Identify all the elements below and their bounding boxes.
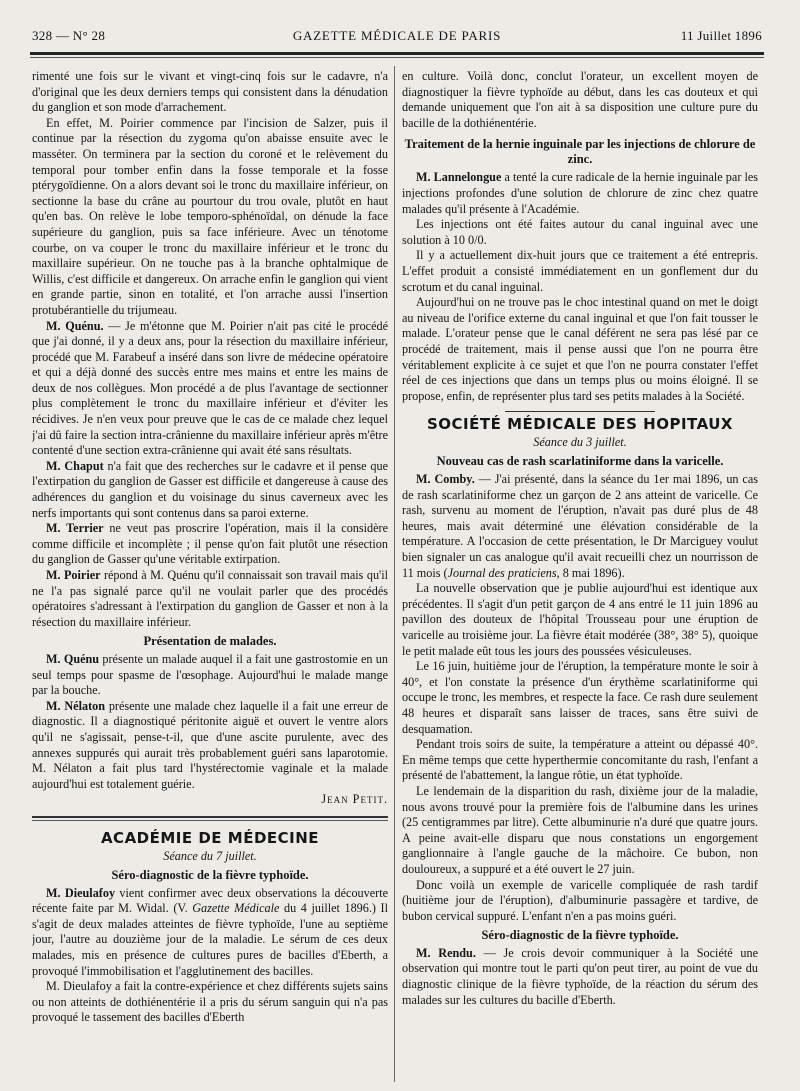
speaker-name: M. Quénu [46,651,100,666]
society-heading: SOCIÉTÉ MÉDICALE DES HOPITAUX [426,415,733,434]
paragraph: Le 16 juin, huitième jour de l'éruption, la température monte le soir à 40°, et l'on constate la présence d'un érythème scarlatiniforme qui occupe le tronc, les membres, et respecte la face. Ce rash dure seulement 48 heures et disparaît sans laisser de traces, sans être suivi de desquamation. [402,659,758,736]
speaker-name: M. Dieulafoy [46,885,116,900]
right-column [402,69,758,1087]
speaker-name: M. Nélaton [46,698,105,713]
issue-date: 11 Juillet 1896 [680,28,762,43]
session-date: Séance du 3 juillet. [533,434,627,449]
session-date: Séance du 7 juillet. [163,848,257,863]
page-header [32,28,762,50]
paragraph: En effet, M. Poirier commence par l'incision de Salzer, puis il continue par la résection du zygoma qu'on abaisse ensuite avec le masséter. On terminera par la section du coroné et le relèvement du temporal pour tomber enfin dans la fosse temporale et la fosse ptérygoïdienne. On a alors devant soi le tronc du maxillaire inférieur, on sectionne la base du crâne au pourtour du trou ovale, plutôt en haut qu'en bas. On relève le lobe temporo-sphénoïdal, on dénude la face supérieure du ganglion, puis sa face inférieure. Avec un ténotome courbe, on va couper le tronc du maxillaire inférieur et le tronc du maxillaire supérieur. On ne touche pas à la branche ophtalmique de Willis, c'est difficile et dangereux. On arrache enfin le ganglion qui vient en grande partie, sinon en totalité, et l'on arrache aussi l'insertion protubérantielle du trijumeau. [32,115,388,317]
section-divider [505,411,655,412]
speaker-name: M. Comby. [416,472,475,487]
speaker-name: M. Quénu. [46,318,104,333]
header-rule-thick [30,52,764,55]
paragraph: M. Comby. — J'ai présenté, dans la séance du 1er mai 1896, un cas de rash scarlatiniforme chez un garçon de 2 ans atteint de varicelle. Ce rash, survenu au moment de l'éruption, n'avait pas duré plus de 48 heures, mais avait déterminé une élévation considérable de la température. A l'occasion de cette présentation, le Dr Marciguey voulut bien signaler un cas analogue qu'il avait recueilli chez un nourrisson de 11 mois (Journal des praticiens, 8 mai 1896). [402,472,758,580]
paragraph: M. Poirier répond à M. Quénu qu'il connaissait son travail mais qu'il ne l'a pas signalé parce qu'il ne voulait parler que des procédés opératoires s'adressant à l'extirpation du ganglion de Gasser et non à la résection du maxillaire inférieur. [32,568,388,629]
paragraph: Le lendemain de la disparition du rash, dixième jour de la maladie, nous avons trouvé pour la première fois de l'albumine dans les urines (25 centigrammes par litre). Cette albuminurie n'a duré que quatre jours. A peine avait-elle disparu que nous constations un engorgement ganglionnaire à l'angle gauche de la mâchoire. Ce bubon, non douloureux, a suppuré et a été ouvert le 27 juin. [402,783,758,876]
author-signature: Jean Petit. [321,792,388,807]
citation: Gazette Médicale [192,901,280,916]
speaker-name: M. Lannelongue [416,170,502,185]
section-heading: Traitement de la hernie inguinale par les injections de chlorure de zinc. [404,137,756,167]
paragraph: rimenté une fois sur le vivant et vingt-cinq fois sur le cadavre, n'a d'original que les deux derniers temps qui consistent dans la dénudation du ganglion et son mode d'arrachement. [32,69,388,115]
paragraph: M. Chaput n'a fait que des recherches sur le cadavre et il pense que l'extirpation du ganglion de Gasser est difficile et dangereuse à cause des adhérences du ganglion et du voisinage du sinus caverneux avec les nerfs importants qui sont contenus dans sa paroi externe. [32,458,388,520]
paragraph: M. Quénu présente un malade auquel il a fait une gastrostomie en un seul temps pour spasme de l'œsophage. Aujourd'hui le malade mange par la bouche. [32,651,388,698]
section-divider [32,816,388,821]
journal-title: GAZETTE MÉDICALE DE PARIS [292,28,502,43]
section-heading: Séro-diagnostic de la fièvre typhoïde. [111,868,309,883]
paragraph: Pendant trois soirs de suite, la température a atteint ou dépassé 40°. En même temps que cette hyperthermie concomitante du rash, l'enfant a présenté de l'abattement, la langue rôtie, un état typhoïde. [402,737,758,783]
paragraph: M. Dieulafoy vient confirmer avec deux observations la découverte récente faite par M. Widal. (V. Gazette Médicale du 4 juillet 1896.) Il s'agit de deux malades atteintes de fièvre typhoïde, l'une au septième jour, l'autre au douzième jour de la maladie. Le sérum de ces deux malades, mis en présence de cultures pures de bacilles d'Eberth, a provoqué l'immobilisation et l'agglutinement des bacilles. [32,885,388,978]
left-column [32,69,388,1087]
paragraph: M. Nélaton présente une malade chez laquelle il a fait une erreur de diagnostic. Il a diagnostiqué péritonite aiguë et ouvert le ventre alors qu'il ne s'agissait, pense-t-il, que d'une ascite purulente, avec des annexes suppurés qui aurait très probablement guéri sans laparotomie. M. Nélaton a fait plus tard l'hystérectomie vaginale et la malade aujourd'hui est totalement guérie. [32,698,388,791]
speaker-name: M. Poirier [46,568,101,582]
paragraph: M. Rendu. — Je crois devoir communiquer à la Société une observation qui montre tout le parti qu'on peut tirer, au point de vue du diagnostic clinique de la fièvre typhoïde, de la réaction du sérum des malades sur les cultures du bacille d'Eberth. [402,945,758,1007]
paragraph: M. Dieulafoy a fait la contre-expérience et chez différents sujets sains ou non atteints de dothiénentérie il a pris du sérum sanguin qui n'a pas provoqué le tassement des bacilles d'Eberth [32,979,388,1025]
column-divider [394,66,395,1082]
paragraph: Il y a actuellement dix-huit jours que ce traitement a été entrepris. L'effet produit a consisté immédiatement en un gonflement dur du scrotum et du canal inguinal. [402,248,758,294]
speaker-name: M. Rendu. [416,945,476,960]
section-heading: Séro-diagnostic de la fièvre typhoïde. [481,928,679,943]
citation: Journal des praticiens [447,565,557,580]
paragraph: M. Lannelongue a tenté la cure radicale de la hernie inguinale par les injections profondes d'une solution de chlorure de zinc chez quatre malades qu'il présente à l'Académie. [402,170,758,216]
section-heading: Présentation de malades. [143,634,277,649]
section-heading: Nouveau cas de rash scarlatiniforme dans la varicelle. [436,454,724,469]
paragraph: Donc voilà un exemple de varicelle compliquée de rash tardif (huitième jour de l'éruption), d'albuminurie passagère et tardive, de bubon cervical suppuré. L'enfant n'en a pas moins guéri. [402,877,758,923]
speaker-name: M. Terrier [46,521,104,536]
speaker-name: M. Chaput [46,458,104,473]
paragraph: M. Terrier ne veut pas proscrire l'opération, mais il la considère comme difficile et incomplète ; il pense qu'on fait plutôt une résection du ganglion de Gasser qu'une véritable extirpation. [32,521,388,567]
header-rule-thin [30,57,764,58]
paragraph: Aujourd'hui on ne trouve pas le choc intestinal quand on met le doigt au niveau de l'orifice externe du canal inguinal et que l'on fait tousser le malade. L'orateur pense que le canal déférent ne sera pas lésé par ce procédé de traitement, mais il pense aussi que l'on ne pourra être véritablement explicite à ce sujet et que l'on ne pourra constater l'effet réel de ces injections que dans un temps plus ou moins éloigné. Il se propose, enfin, de représenter plus tard ses petits malades à la Société. [402,295,758,403]
paragraph: en culture. Voilà donc, conclut l'orateur, un excellent moyen de diagnostiquer la fièvre typhoïde au début, dans les cas douteux et qui demande uniquement que l'on ait à sa disposition une culture pure du bacille de la dothiénentérie. [402,69,758,130]
paragraph: M. Quénu. — Je m'étonne que M. Poirier n'ait pas cité le procédé que j'ai donné, il y a deux ans, pour la résection du maxillaire inférieur, procédé que M. Farabeuf a inséré dans son livre de médecine opératoire et qui a déjà donné des succès entre mes mains et entre les mains de deux de nos collègues. Mon procédé a de plus l'avantage de sectionner plus complètement le tronc du maxillaire inférieur et d'éviter les récidives. Je n'en veux pour preuve que le cas de ce malade chez lequel j'ai dû faire la section intra-crânienne du maxillaire inférieur après m'être contenté d'une section extra-crânienne qui avait été sans résultats. [32,318,388,458]
page-number: 328 — N° 28 [32,28,106,43]
paragraph: La nouvelle observation que je publie aujourd'hui est identique aux précédentes. Il s'agit d'un petit garçon de 4 ans entré le 11 juin 1896 au pavillon des douteux de l'hôpital Trousseau pour une éruption de varicelle au troisième jour. La fièvre était modérée (38°, 38° 5), quoique le petit malade eût tous les jours des poussées vésiculeuses. [402,581,758,658]
paragraph: Les injections ont été faites autour du canal inguinal avec une solution à 10 0/0. [402,217,758,247]
society-heading: ACADÉMIE DE MÉDECINE [100,828,320,847]
